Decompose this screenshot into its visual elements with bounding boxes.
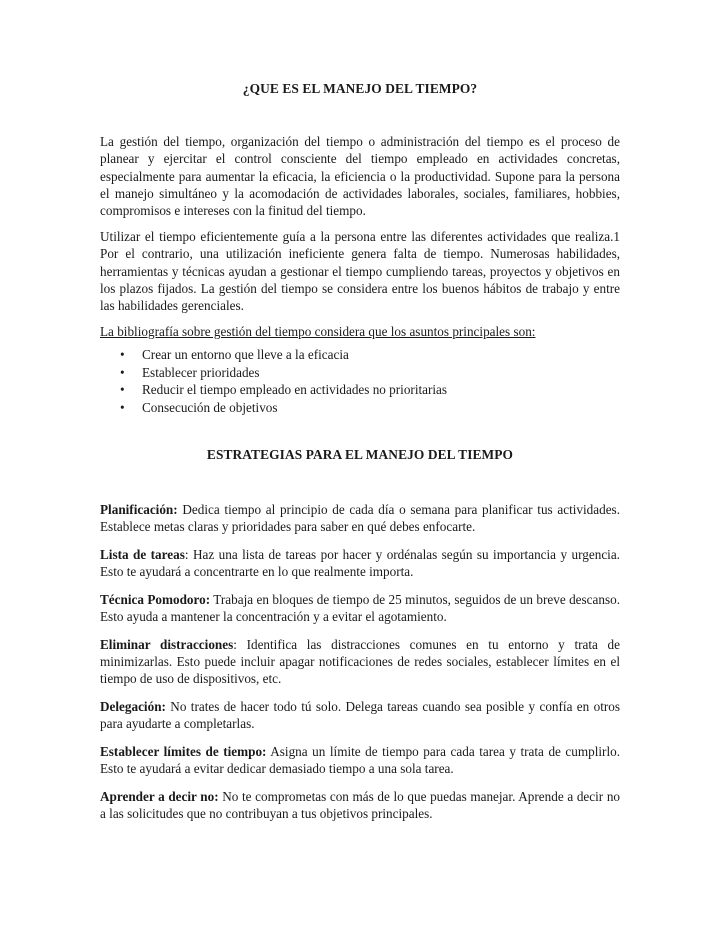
strategy-term: Eliminar distracciones: [100, 636, 234, 652]
bullet-icon: •: [120, 364, 125, 380]
strategy-text: Dedica tiempo al principio de cada día o semana para planificar tus actividades. Establece metas claras y prioridades para saber en qué debes enfocarte.: [100, 502, 620, 535]
strategy-eliminar-distracciones: [100, 636, 620, 688]
strategy-term: Establecer límites de tiempo:: [100, 744, 267, 759]
strategy-term: Lista de tareas: [100, 547, 185, 563]
strategy-term: Delegación:: [100, 699, 166, 715]
list-intro: La bibliografía sobre gestión del tiempo considera que los asuntos principales son:: [100, 324, 536, 340]
section-title-estrategias: ESTRATEGIAS PARA EL MANEJO DEL TIEMPO: [206, 447, 514, 463]
strategy-text: No te comprometas con más de lo que puedas manejar. Aprende a decir no a las solicitudes que no contribuyan a tus objetivos principales.: [100, 788, 621, 822]
section-title-que-es: ¿QUE ES EL MANEJO DEL TIEMPO?: [242, 81, 478, 96]
strategy-term: Aprender a decir no:: [100, 788, 219, 804]
strategy-term: Técnica Pomodoro:: [100, 592, 211, 608]
strategy-text: Trabaja en bloques de tiempo de 25 minutos, seguidos de un breve descanso. Esto ayuda a mantener la concentración y a evitar el agotamiento.: [100, 592, 620, 625]
strategy-text: Asigna un límite de tiempo para cada tarea y trata de cumplirlo. Esto te ayudará a evitar dedicar demasiado tiempo a una sola tarea.: [100, 744, 620, 777]
strategy-text: : Identifica las distracciones comunes en tu entorno y trata de minimizarlas. Esto puede incluir apagar notificaciones de redes sociales, establecer límites en el tiempo de uso de dispositivos, etc.: [100, 636, 620, 687]
strategy-planificacion: [100, 501, 620, 535]
strategy-lista-de-tareas: [100, 546, 620, 580]
list-item: [120, 364, 620, 381]
strategy-text: No trates de hacer todo tú solo. Delega tareas cuando sea posible y confía en otros para ayudarte a completarlas.: [100, 699, 620, 732]
list-item-text: Reducir el tiempo empleado en actividades no prioritarias: [142, 382, 448, 398]
list-item: [120, 346, 620, 363]
list-item-text: Consecución de objetivos: [142, 399, 278, 415]
strategy-decir-no: [100, 788, 620, 822]
intro-paragraph: La gestión del tiempo, organización del tiempo o administración del tiempo es el proceso de planear y ejercitar el control consciente del tiempo empleado en actividades concretas, especialmente para aumentar la eficacia, la eficiencia o la productividad. Supone para la persona el manejo simultáneo y la acomodación de actividades laborales, sociales, familiares, hobbies, compromisos e intereses con la finitud del tiempo.: [100, 134, 620, 219]
efficiency-paragraph: Utilizar el tiempo eficientemente guía a la persona entre las diferentes actividades que realiza.1 Por el contrario, una utilización ineficiente genera falta de tiempo. Numerosas habilidades, herramientas y técnicas ayudan a gestionar el tiempo cumpliendo tareas, proyectos y objetivos en los plazos fijados. La gestión del tiempo se considera entre los buenos hábitos de trabajo y entre las habilidades gerenciales.: [100, 229, 620, 314]
bullet-icon: •: [120, 382, 125, 398]
list-item-text: Establecer prioridades: [142, 364, 260, 380]
strategy-pomodoro: [100, 591, 620, 625]
bullet-icon: •: [120, 347, 125, 363]
strategy-limites-de-tiempo: [100, 743, 620, 777]
document-page: [100, 80, 620, 833]
strategy-term: Planificación:: [100, 502, 178, 518]
strategy-text: : Haz una lista de tareas por hacer y ordénalas según su importancia y urgencia. Esto te ayudará a concentrarte en lo que realmente importa.: [100, 547, 620, 580]
strategy-delegacion: [100, 698, 620, 732]
main-issues-list: [100, 346, 620, 416]
bullet-icon: •: [120, 399, 125, 415]
list-item-text: Crear un entorno que lleve a la eficacia: [142, 347, 349, 363]
list-item: [120, 399, 620, 416]
list-item: [120, 381, 620, 398]
